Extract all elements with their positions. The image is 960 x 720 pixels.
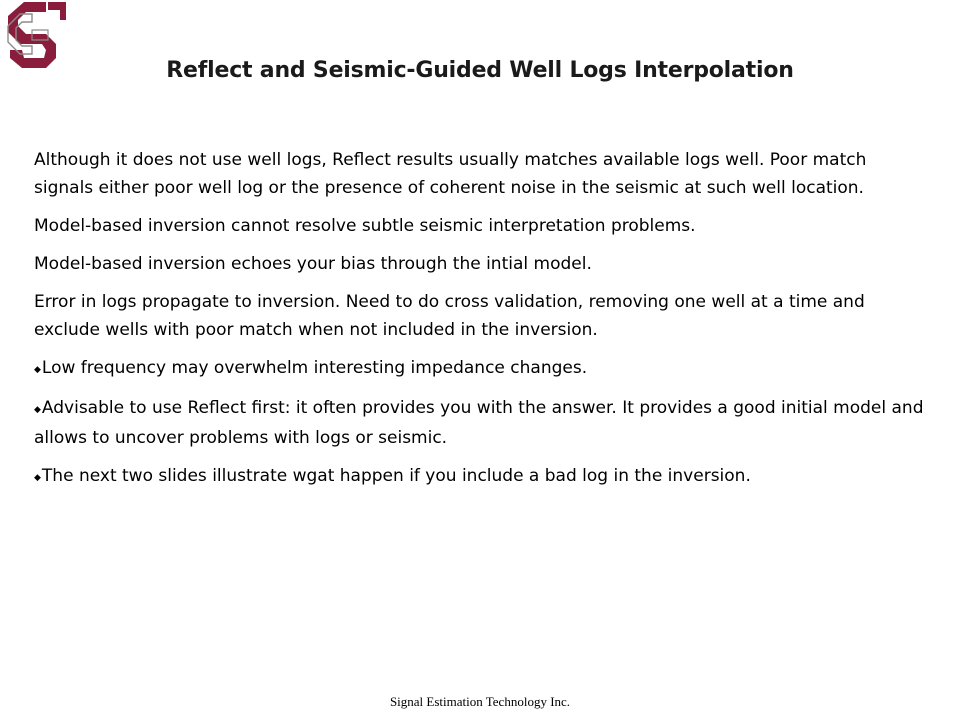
- bullet-text: The next two slides illustrate wgat happen if you include a bad log in the inversion.: [41, 466, 751, 486]
- paragraph: Although it does not use well logs, Reflect results usually matches available logs well. Poor match signals either poor well log or the presence of coherent noise in the seismic at such well location.: [34, 150, 867, 198]
- bullet-item: [34, 354, 924, 384]
- bullet-item: [34, 394, 924, 452]
- paragraph: Model-based inversion echoes your bias through the intial model.: [34, 254, 592, 274]
- diamond-bullet-icon: ◆: [34, 473, 41, 483]
- footer-company: Signal Estimation Technology Inc.: [389, 694, 571, 709]
- paragraph: Error in logs propagate to inversion. Need to do cross validation, removing one well at a time and exclude wells with poor match when not included in the inversion.: [34, 292, 865, 340]
- diamond-bullet-icon: ◆: [34, 365, 41, 375]
- bullet-item: [34, 462, 924, 492]
- bullet-text: Advisable to use Reflect first: it often provides you with the answer. It provides a good initial model and allows to uncover problems with logs or seismic.: [34, 398, 924, 448]
- paragraph: Model-based inversion cannot resolve subtle seismic interpretation problems.: [34, 216, 696, 236]
- diamond-bullet-icon: ◆: [34, 405, 41, 415]
- slide-title: Reflect and Seismic-Guided Well Logs Interpolation: [166, 58, 794, 83]
- bullet-text: Low frequency may overwhelm interesting impedance changes.: [41, 358, 588, 378]
- slide-body: [34, 146, 924, 502]
